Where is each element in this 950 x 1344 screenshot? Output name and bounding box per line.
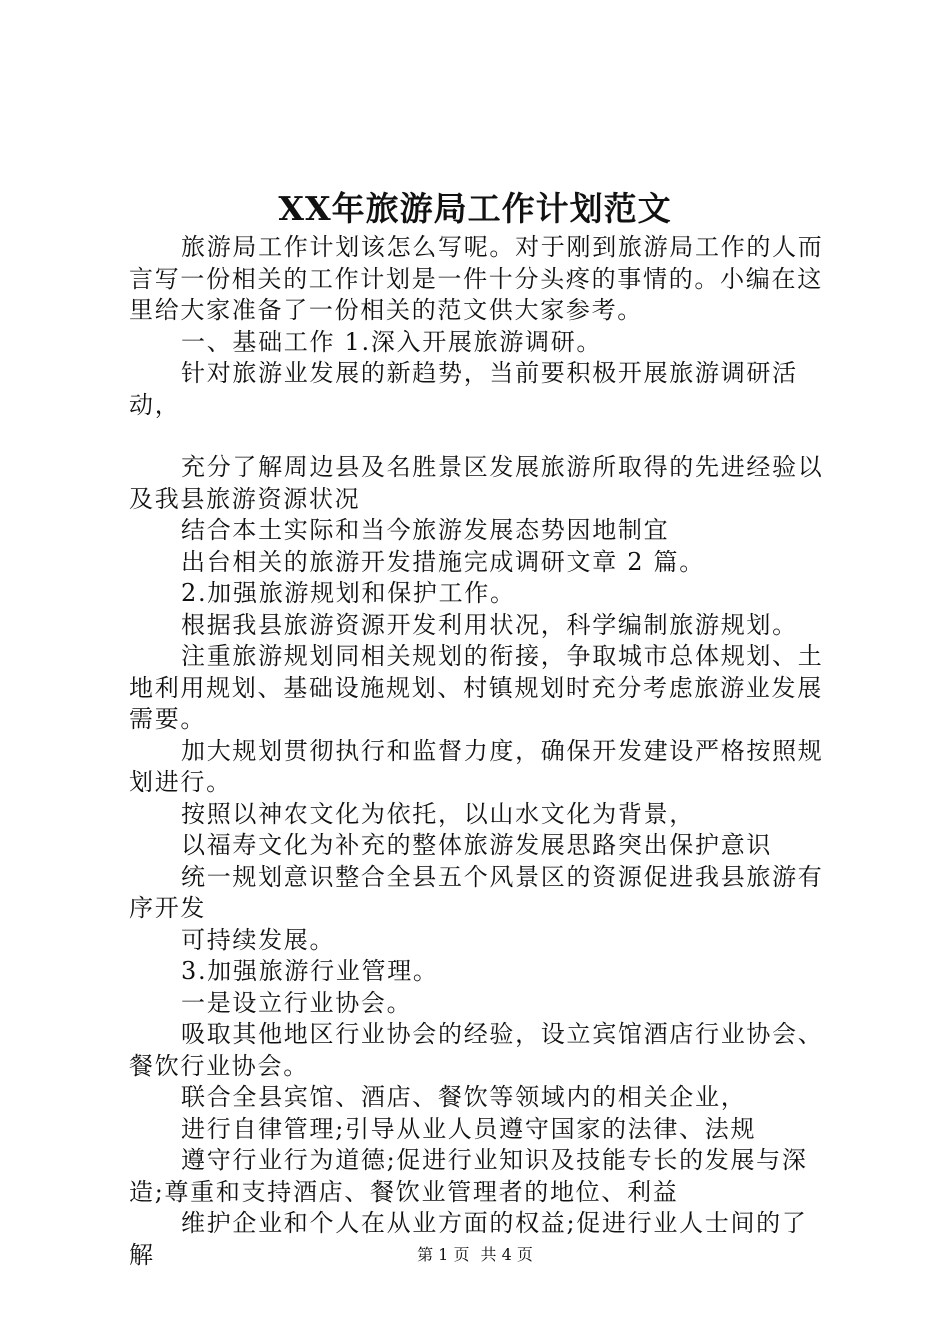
paragraph: 针对旅游业发展的新趋势，当前要积极开展旅游调研活动，: [129, 359, 798, 419]
paragraph: 结合本土实际和当今旅游发展态势因地制宜: [181, 516, 670, 544]
paragraph: 以福寿文化为补充的整体旅游发展思路突出保护意识: [181, 831, 773, 859]
paragraph: 3.加强旅游行业管理。: [181, 957, 439, 985]
paragraph: 一、基础工作 1.深入开展旅游调研。: [181, 327, 603, 356]
paragraph: 联合全县宾馆、酒店、餐饮等领域内的相关企业，: [181, 1083, 747, 1111]
paragraph: 2.加强旅游规划和保护工作。: [181, 579, 516, 607]
paragraph: 遵守行业行为道德;促进行业知识及技能专长的发展与深造;尊重和支持酒店、餐饮业管理者的地位、利益: [129, 1146, 808, 1206]
page-total: 共 4 页: [480, 1245, 533, 1264]
paragraph: 可持续发展。: [181, 925, 336, 954]
document-title: XX年旅游局工作计划范文: [278, 189, 672, 228]
paragraph: 出台相关的旅游开发措施完成调研文章 2 篇。: [181, 547, 705, 576]
paragraph: 统一规划意识整合全县五个风景区的资源促进我县旅游有序开发: [129, 862, 824, 922]
paragraph: 旅游局工作计划该怎么写呢。对于刚到旅游局工作的人而言写一份相关的工作计划是一件十分头疼的事情的。小编在这里给大家准备了一份相关的范文供大家参考。: [129, 233, 824, 324]
paragraph: 注重旅游规划同相关规划的衔接，争取城市总体规划、土地利用规划、基础设施规划、村镇规划时充分考虑旅游业发展需要。: [129, 642, 824, 733]
document-body: [129, 232, 831, 1271]
paragraph: 进行自律管理;引导从业人员遵守国家的法律、法规: [181, 1114, 757, 1143]
paragraph: 维护企业和个人在从业方面的权益;促进行业人士间的了解: [129, 1209, 808, 1269]
paragraph: 根据我县旅游资源开发利用状况，科学编制旅游规划。: [181, 610, 798, 639]
paragraph-gap: [129, 421, 831, 452]
paragraph: 按照以神农文化为依托，以山水文化为背景，: [181, 799, 695, 828]
paragraph: 一是设立行业协会。: [181, 988, 413, 1017]
paragraph: 充分了解周边县及名胜景区发展旅游所取得的先进经验以及我县旅游资源状况: [129, 453, 824, 513]
page-number: 第 1 页: [417, 1245, 470, 1264]
paragraph: 加大规划贯彻执行和监督力度，确保开发建设严格按照规划进行。: [129, 736, 824, 796]
paragraph: 吸取其他地区行业协会的经验，设立宾馆酒店行业协会、餐饮行业协会。: [129, 1020, 824, 1080]
page-footer: [0, 1243, 950, 1267]
